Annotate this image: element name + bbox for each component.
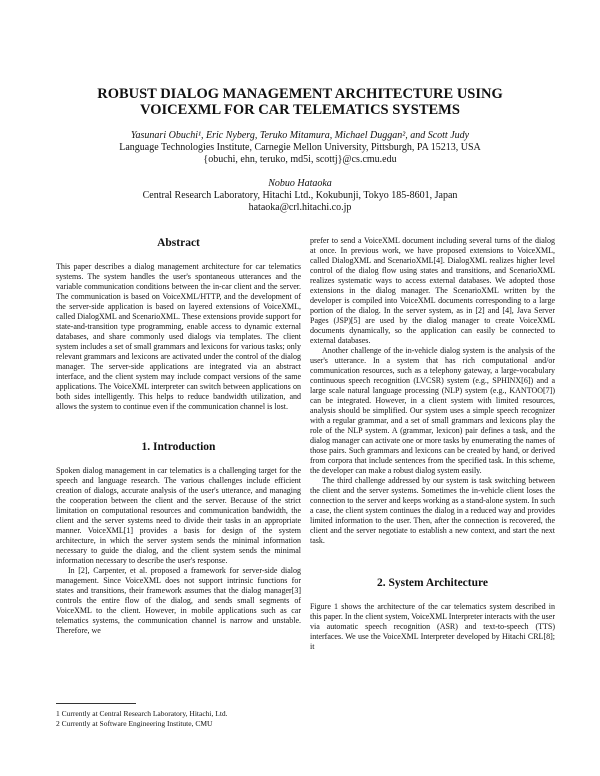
email-hitachi: hataoka@crl.hitachi.co.jp (248, 202, 352, 213)
intro-paragraph-2-cont: prefer to send a VoiceXML document including several turns of the dialog at once. In previous work, we have proposed extensions to VoiceXML, called DialogXML and ScenarioXML[4]. DialogXML realizes higher level control of the dialog flow using states and transitions, and ScenarioXML realizes systematic ways to access external databases. We adopted those extensions in the dialog manager. The ScenarioXML written by the developer is compiled into VoiceXML documents corresponding to a large portion of the dialog. In the server system, as in [2] and [4], Java Server Pages (JSP)[5] are used by the dialog manager to create VoiceXML documents dynamically, so the application can easily be connected to external databases. (310, 236, 555, 345)
intro-paragraph-1: Spoken dialog management in car telematics is a challenging target for the speech and language research. The various challenges include efficient creation of dialogs, accurate analysis of the user's utterance, and managing the cooperation between the client and the server. Because of the strict limitation on computational resources and communication bandwidth, the client and the server systems need to divide their tasks in an appropriate manner. VoiceXML[1] provides a basis for design of the system architecture, in which the server system sends the minimal information necessary to guide the dialog, and the client system sends the minimal information necessary to describe the user's response. (56, 466, 301, 565)
affiliation-hitachi: Central Research Laboratory, Hitachi Ltd., Kokubunji, Tokyo 185-8601, Japan (142, 190, 458, 201)
footnotes (56, 703, 301, 729)
author-names: Yasunari Obuchi¹, Eric Nyberg, Teruko Mitamura, Michael Duggan², and Scott Judy (130, 130, 470, 141)
intro-paragraph-3: Another challenge of the in-vehicle dialog system is the analysis of the user's utterance. In a system that has rich computational and/or communication resources, such as a telephony gateway, a large-vocabulary continuous speech recognition (LVCSR) system (e.g., SPHINX[6]) and a large scale natural language processing (NLP) system (e.g., KANTOO[7]) can be integrated. However, in a client system with limited resources, analysis should be simplified. Our system uses a simple speech recognizer with a regular grammar, and a set of small grammars and lexicons play the role of the NLP system. A (grammar, lexicon) pair defines a task, and the dialog manager can activate one or more tasks by enumerating the names of those pairs. Such grammars and lexicons can be created by hand, or derived from corpora that include sentences from the specified task. In this scheme, the developer can make a robust dialog system easily. (310, 346, 555, 475)
system-architecture-heading: 2. System Architecture (376, 577, 489, 589)
title-line-2: VOICEXML FOR CAR TELEMATICS SYSTEMS (140, 102, 460, 118)
abstract-text: This paper describes a dialog management architecture for car telematics systems. The system handles the user's spontaneous utterances and the variable communication conditions between the in-car client and the server. The communication is based on VoiceXML/HTTP, and the development of the server-side application is based on layered extensions of VoiceXML, called DialogXML and ScenarioXML. These extensions provide support for state-and-transition type programming, enable access to dynamic external databases, and share commonly used dialogs via templates. The client system includes a set of small grammars and lexicons for various tasks; only relevant grammars and lexicons are activated under the control of the dialog manager. The server-side applications are integrated via an abstract interface, and the client system may include compact versions of the same applications. The VoiceXML interpreter can switch between applications on both sides intelligently. This helps to reduce bandwidth utilization, and allows the system to continue even if the communication channel is lost. (56, 262, 301, 411)
footnote-rule (56, 703, 136, 704)
paper-title (40, 86, 560, 118)
system-architecture-paragraph-1: Figure 1 shows the architecture of the car telematics system described in this paper. In the client system, VoiceXML Interpreter interacts with the user via automatic speech recognition (ASR) and text-to-speech (TTS) interfaces. We use the VoiceXML Interpreter developed by Hitachi CRL[8]; it (310, 602, 555, 651)
abstract-heading: Abstract (157, 237, 200, 249)
intro-paragraph-4: The third challenge addressed by our system is task switching between the client and the server systems. Sometimes the in-vehicle client loses the connection to the server and keeps working as a stand-alone system. In such a case, the client system continues the dialog in a reduced way and provides limited information to the user. Then, after the connection is recovered, the client and the server negotiate to establish a new context, and start the next task. (310, 476, 555, 545)
author-block-hitachi (40, 178, 560, 214)
author-hataoka: Nobuo Hataoka (268, 178, 332, 189)
author-block-cmu (40, 130, 560, 166)
right-column (310, 236, 555, 652)
footnote-2: 2 Currently at Software Engineering Institute, CMU (56, 719, 213, 728)
footnote-1: 1 Currently at Central Research Laboratory, Hitachi, Ltd. (56, 709, 228, 718)
left-column (56, 236, 301, 636)
affiliation-cmu: Language Technologies Institute, Carnegie Mellon University, Pittsburgh, PA 15213, USA (119, 142, 481, 153)
title-line-1: ROBUST DIALOG MANAGEMENT ARCHITECTURE USING (97, 86, 503, 102)
email-cmu: {obuchi, ehn, teruko, md5i, scottj}@cs.cmu.edu (203, 154, 397, 165)
introduction-heading: 1. Introduction (141, 441, 216, 453)
intro-paragraph-2: In [2], Carpenter, et al. proposed a framework for server-side dialog management. Since VoiceXML does not support intrinsic functions for states and transitions, their framework assumes that the dialog manager[3] controls the entire flow of the dialog, and sends small segments of VoiceXML to the client. However, in mobile applications such as car telematics systems, the communication channel is narrow and unstable. Therefore, we (56, 566, 301, 635)
